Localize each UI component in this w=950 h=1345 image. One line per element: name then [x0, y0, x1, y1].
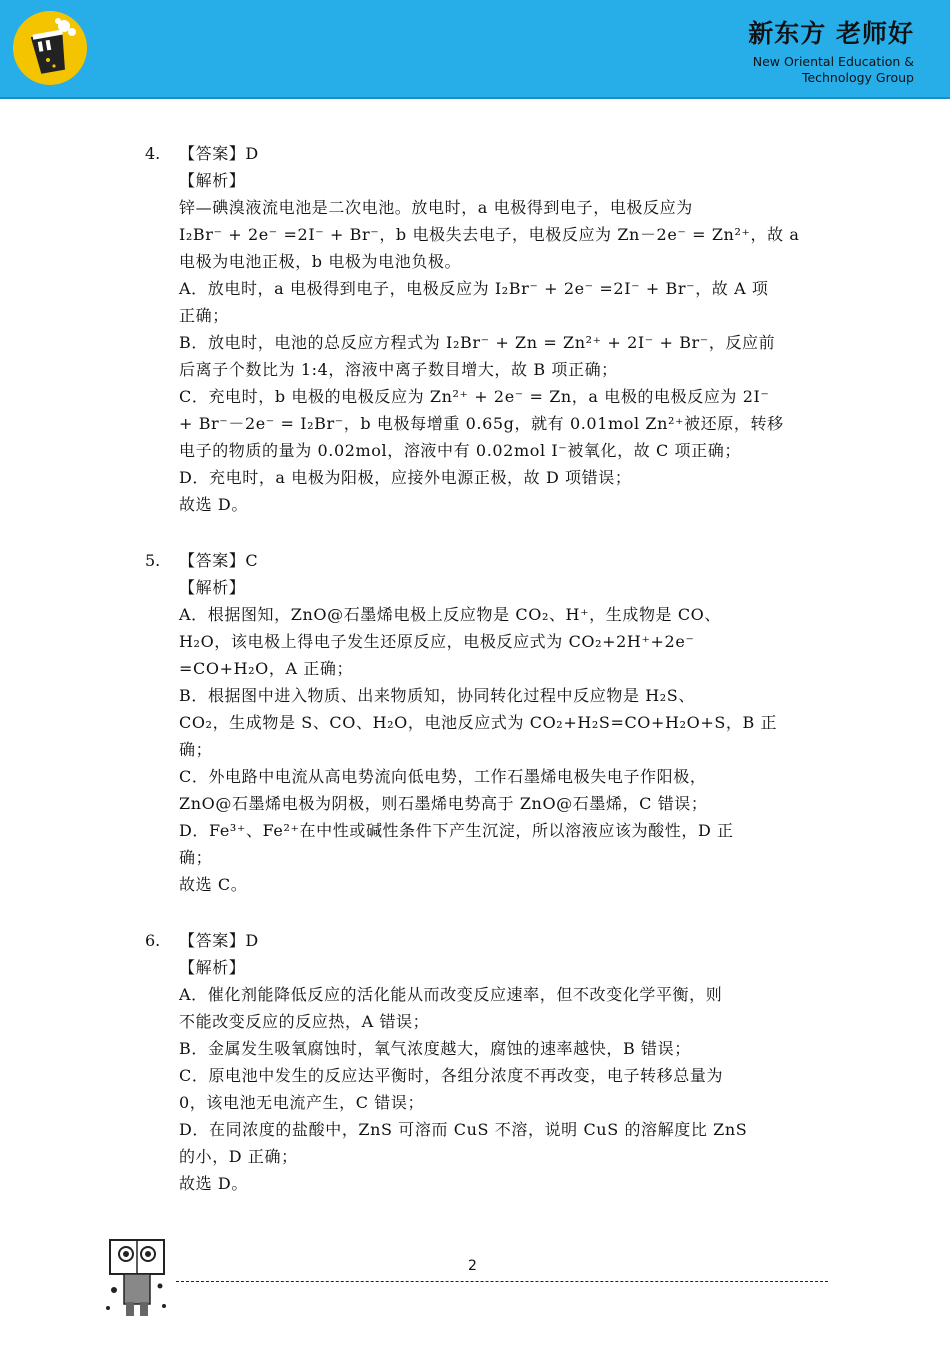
brand-name-en-1: New Oriental Education &: [752, 54, 914, 69]
text-line: C．充电时，b 电极的电极反应为 Zn²⁺ + 2e⁻ = Zn，a 电极的电极反应为 2I⁻: [179, 387, 770, 406]
text-line: D．Fe³⁺、Fe²⁺在中性或碱性条件下产生沉淀，所以溶液应该为酸性，D 正: [179, 821, 734, 840]
text-line: 故选 D。: [179, 1174, 248, 1193]
text-line: CO₂，生成物是 S、CO、H₂O，电池反应式为 CO₂+H₂S=CO+H₂O+S，B 正: [179, 713, 778, 732]
text-line: 正确；: [179, 306, 229, 325]
text-line: D．充电时，a 电极为阳极，应接外电源正极，故 D 项错误；: [179, 468, 632, 487]
text-line: 电子的物质的量为 0.02mol，溶液中有 0.02mol I⁻被氧化，故 C 项正确；: [179, 441, 741, 460]
analysis-label: 【解析】: [179, 958, 246, 977]
text-line: 故选 D。: [179, 495, 248, 514]
text-line: B．金属发生吸氧腐蚀时，氧气浓度越大，腐蚀的速率越快，B 错误；: [179, 1039, 691, 1058]
text-line: A．放电时，a 电极得到电子，电极反应为 I₂Br⁻ + 2e⁻ =2I⁻ + Br⁻，故 A 项: [179, 279, 769, 298]
answer-label: 【答案】D: [179, 931, 259, 950]
question-number: 5.: [145, 551, 161, 570]
page-header: [0, 0, 950, 99]
text-line: I₂Br⁻ + 2e⁻ =2I⁻ + Br⁻，b 电极失去电子，电极反应为 Zn－2e⁻ = Zn²⁺，故 a: [179, 225, 800, 244]
text-line: B．放电时，电池的总反应方程式为 I₂Br⁻ + Zn = Zn²⁺ + 2I⁻ + Br⁻，反应前: [179, 333, 776, 352]
text-line: 0，该电池无电流产生，C 错误；: [179, 1093, 425, 1112]
brand-name-en-2: Technology Group: [801, 70, 914, 85]
text-line: C．外电路中电流从高电势流向低电势，工作石墨烯电极失电子作阳极，: [179, 767, 707, 786]
text-line: D．在同浓度的盐酸中，ZnS 可溶而 CuS 不溶，说明 CuS 的溶解度比 ZnS: [179, 1120, 748, 1139]
answer-label: 【答案】D: [179, 144, 259, 163]
text-line: A．催化剂能降低反应的活化能从而改变反应速率，但不改变化学平衡，则: [179, 985, 723, 1004]
question-number: 6.: [145, 931, 161, 950]
text-line: 的小，D 正确；: [179, 1147, 298, 1166]
analysis-label: 【解析】: [179, 578, 246, 597]
page-number: 2: [468, 1258, 477, 1274]
text-line: + Br⁻－2e⁻ = I₂Br⁻，b 电极每增重 0.65g，就有 0.01mol Zn²⁺被还原，转移: [179, 414, 784, 433]
text-line: 锌—碘溴液流电池是二次电池。放电时，a 电极得到电子，电极反应为: [179, 198, 693, 217]
text-line: 故选 C。: [179, 875, 248, 894]
text-line: =CO+H₂O，A 正确；: [179, 659, 354, 678]
brand-block: [748, 14, 914, 86]
text-line: 电极为电池正极，b 电极为电池负极。: [179, 252, 462, 271]
text-line: H₂O，该电极上得电子发生还原反应，电极反应式为 CO₂+2H⁺+2e⁻: [179, 632, 695, 651]
text-line: ZnO@石墨烯电极为阴极，则石墨烯电势高于 ZnO@石墨烯，C 错误；: [179, 794, 708, 813]
mascot-icon: [100, 1236, 174, 1320]
brand-name-cn: 新东方 老师好: [748, 19, 914, 48]
text-line: 后离子个数比为 1:4，溶液中离子数目增大，故 B 项正确；: [179, 360, 618, 379]
text-line: 确；: [179, 740, 213, 759]
footer-divider: [176, 1281, 828, 1282]
text-line: 确；: [179, 848, 213, 867]
question-number: 4.: [145, 144, 161, 163]
analysis-label: 【解析】: [179, 171, 246, 190]
text-line: C．原电池中发生的反应达平衡时，各组分浓度不再改变，电子转移总量为: [179, 1066, 724, 1085]
text-line: 不能改变反应的反应热，A 错误；: [179, 1012, 430, 1031]
text-line: B．根据图中进入物质、出来物质知，协同转化过程中反应物是 H₂S、: [179, 686, 695, 705]
answer-label: 【答案】C: [179, 551, 259, 570]
brand-logo-icon: [12, 10, 88, 86]
text-line: A．根据图知，ZnO@石墨烯电极上反应物是 CO₂、H⁺，生成物是 CO、: [179, 605, 721, 624]
